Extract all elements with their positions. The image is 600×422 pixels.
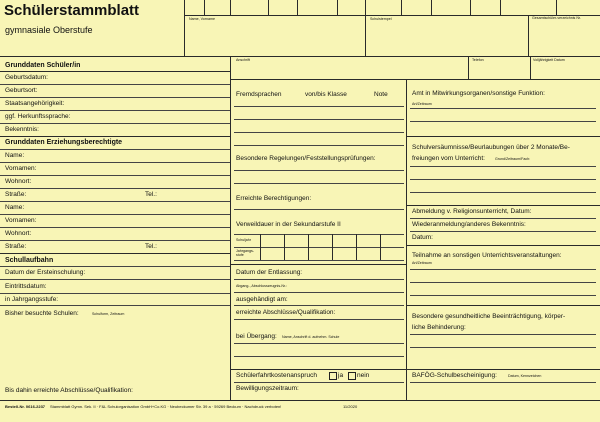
birth-date-field[interactable] <box>0 84 230 85</box>
absence-label-1: Schulversäumnisse/Beurlaubungen über 2 Monate/Be- <box>412 144 570 151</box>
guardian2-name-label: Name: <box>5 204 25 211</box>
name-field[interactable] <box>195 26 360 52</box>
language-row-2[interactable] <box>234 119 404 120</box>
other-events-label: Teilnahme an sonstigen Unterrichtsveranstaltungen: <box>412 252 562 259</box>
school-section-title: Schullaufbahn <box>5 257 54 264</box>
discharge-date-field[interactable] <box>234 279 404 280</box>
header-divider <box>184 0 185 56</box>
language-row-4[interactable] <box>234 145 404 146</box>
stay-duration-label: Verweildauer in der Sekundarstufe II <box>236 221 341 228</box>
issued-on-label: ausgehändigt am: <box>236 296 288 303</box>
stay-duration-grid[interactable] <box>261 235 403 259</box>
achieved-degrees-label: erreichte Abschlüsse/Qualifikation: <box>236 309 336 316</box>
office-field[interactable] <box>410 108 596 109</box>
absence-hint: Grund/Zeitraum/Fach: <box>495 157 531 161</box>
guardian1-residence-label: Wohnort: <box>5 178 32 185</box>
departure-cert-label: Abgang-, Abschlusszeugnis-Nr.: <box>236 284 287 288</box>
address-label: Anschrift <box>236 58 250 62</box>
school-year-label: Schuljahr <box>236 238 251 242</box>
bafoeg-field[interactable] <box>410 382 596 383</box>
religion-opt-out-label: Abmeldung v. Religionsunterricht, Datum: <box>412 208 532 215</box>
religion-re-label: Wiederanmeldung/anderes Bekenntnis: <box>412 221 526 228</box>
guardian2-firstname-field[interactable] <box>0 227 230 228</box>
transfer-label: bei Übergang: <box>236 333 277 340</box>
office-label: Amt in Mitwirkungsorganen/sonstige Funktion: <box>412 90 545 97</box>
other-events-hint: Art/Zeitraum <box>412 261 432 265</box>
nationality-label: Staatsangehörigkeit: <box>5 100 65 107</box>
departure-cert-field[interactable] <box>234 292 404 293</box>
confession-label: Bekenntnis: <box>5 126 39 133</box>
form-subtitle: gymnasiale Oberstufe <box>5 25 93 35</box>
language-row-1[interactable] <box>234 106 404 107</box>
column-divider-left <box>230 56 231 400</box>
birth-place-label: Geburtsort: <box>5 87 38 94</box>
other-events-field[interactable] <box>410 269 596 270</box>
footer-text: Stammblatt Gymn. Sek. II · F&L Schulorganisation GmbH+Co.KG · Neubeckumer Str. 39 a · 59269 Beckum · Nachdruck verboten! <box>50 404 282 409</box>
absence-label-2: freiungen vom Unterricht: <box>412 155 485 162</box>
guardian2-street-label: Straße: <box>5 243 27 250</box>
prev-degrees-label: Bis dahin erreichte Abschlüsse/Qualifikation: <box>5 387 133 394</box>
transfer-field[interactable] <box>234 343 404 344</box>
approval-period-label: Bewilligungszeitraum: <box>236 385 299 392</box>
prev-schools-hint: Schulform, Zeitraum <box>92 312 125 316</box>
adult-date-label: Volljährigkeit Datum <box>533 58 565 62</box>
header-bottom-rule <box>0 56 600 57</box>
guardian1-firstname-label: Vornamen: <box>5 165 37 172</box>
qualifications-field[interactable] <box>234 209 404 210</box>
birth-date-label: Geburtsdatum: <box>5 74 48 81</box>
footer-order-no: Bestell-Nr. 0616-2237 <box>5 404 46 409</box>
special-rules-label: Besondere Regelungen/Feststellungsprüfungen: <box>236 155 376 162</box>
form-title: Schülerstammblatt <box>4 2 140 19</box>
religion-date-field[interactable] <box>406 245 600 246</box>
footer-edition: 11/2020 <box>343 404 358 409</box>
office-hint: Art/Zeitraum <box>412 102 432 106</box>
column-divider-right <box>406 79 407 400</box>
religion-date-label: Datum: <box>412 234 433 241</box>
transport-claim-label: Schülerfahrtkostenanspruch <box>236 372 317 379</box>
first-enrolment-label: Datum der Ersteinschulung: <box>5 269 86 276</box>
entry-date-label: Eintrittsdatum: <box>5 283 47 290</box>
guardian2-residence-label: Wohnort: <box>5 230 32 237</box>
religion-opt-out-field[interactable] <box>410 218 596 219</box>
bafoeg-hint: Datum, Kennzeichen <box>508 374 542 378</box>
phone-label: Telefon <box>472 58 484 62</box>
student-section-title: Grunddaten Schüler/in <box>5 62 81 69</box>
student-list-no-label: Gesamtschüler-verzeichnis Nr. <box>532 16 581 20</box>
guardian1-firstname-field[interactable] <box>0 175 230 176</box>
birth-place-field[interactable] <box>0 97 230 98</box>
grade-level-grid-label: Jahrgangs-stufe <box>236 249 254 257</box>
from-to-class-label: von/bis Klasse <box>305 91 347 98</box>
guardian2-firstname-label: Vornamen: <box>5 217 37 224</box>
languages-label: Fremdsprachen <box>236 91 282 98</box>
guardian2-name-field[interactable] <box>0 214 230 215</box>
health-field[interactable] <box>410 334 596 335</box>
guardian2-residence-field[interactable] <box>0 240 230 241</box>
special-rules-field[interactable] <box>234 170 404 171</box>
transport-no-checkbox[interactable] <box>348 372 356 380</box>
name-label: Name, Vorname <box>189 17 215 21</box>
nationality-field[interactable] <box>0 110 230 111</box>
guardian2-street-field[interactable] <box>0 253 230 254</box>
transport-yes-label: ja <box>338 372 344 379</box>
footer-rule <box>0 400 600 401</box>
origin-language-label: ggf. Herkunftssprache: <box>5 113 71 120</box>
entry-date-field[interactable] <box>0 293 230 294</box>
guardian1-residence-field[interactable] <box>0 188 230 189</box>
school-stamp-field[interactable] <box>370 24 520 54</box>
address-field[interactable] <box>236 64 466 78</box>
language-row-3[interactable] <box>234 132 404 133</box>
issued-on-field[interactable] <box>234 305 404 306</box>
health-label-2: liche Behinderung: <box>412 324 466 331</box>
grade-label: Note <box>374 91 388 98</box>
qualifications-label: Erreichte Berechtigungen: <box>236 195 312 202</box>
transport-yes-checkbox[interactable] <box>329 372 337 380</box>
absence-field[interactable] <box>410 166 596 167</box>
guardian-section-title: Grunddaten Erziehungsberechtigte <box>5 139 123 146</box>
achieved-degrees-field[interactable] <box>234 319 404 320</box>
prev-schools-field[interactable] <box>3 320 227 380</box>
guardian1-name-field[interactable] <box>0 162 230 163</box>
transfer-hint: Name, Anschrift d. aufnehm. Schule <box>282 335 340 339</box>
grade-level-label: in Jahrgangsstufe: <box>5 296 59 303</box>
guardian1-name-label: Name: <box>5 152 25 159</box>
religion-re-field[interactable] <box>410 231 596 232</box>
guardian1-street-label: Straße: <box>5 191 27 198</box>
guardian2-phone-label: Tel.: <box>145 243 157 250</box>
bafoeg-label: BAFÖG-Schulbescheinigung: <box>412 372 497 379</box>
confession-field[interactable] <box>0 136 230 137</box>
guardian1-phone-label: Tel.: <box>145 191 157 198</box>
transport-no-label: nein <box>357 372 370 379</box>
health-label-1: Besondere gesundheitliche Beeinträchtigung, körper- <box>412 313 566 320</box>
prev-schools-label: Bisher besuchte Schulen: <box>5 310 79 317</box>
origin-language-field[interactable] <box>0 123 230 124</box>
guardian1-street-field[interactable] <box>0 201 230 202</box>
school-stamp-label: Schulstempel <box>370 17 392 21</box>
discharge-date-label: Datum der Entlassung: <box>236 269 303 276</box>
first-enrolment-field[interactable] <box>0 279 230 280</box>
grade-level-field[interactable] <box>0 305 230 306</box>
